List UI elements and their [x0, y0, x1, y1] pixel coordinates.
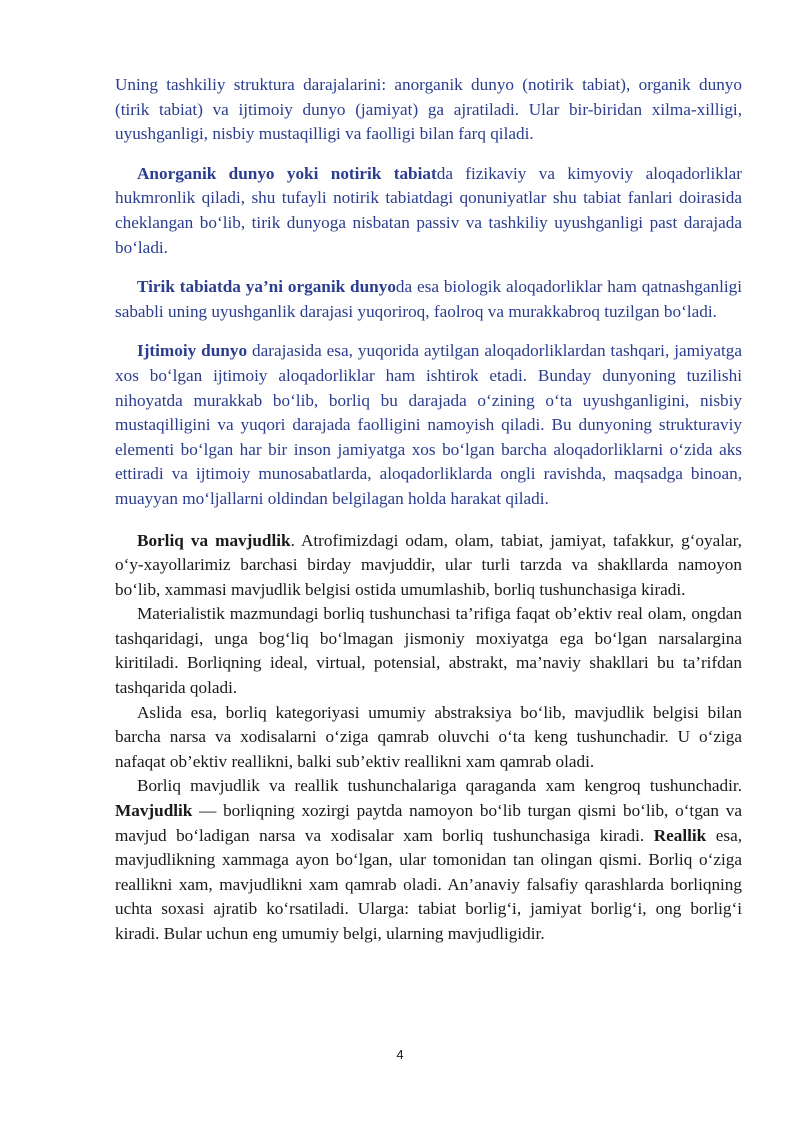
term-inorganic-world: Anorganik dunyo yoki notirik tabiat: [137, 163, 437, 183]
paragraph-inorganic-world: [115, 162, 742, 260]
term-reality: Reallik: [653, 825, 707, 845]
paragraph-text: Uning tashkiliy struktura darajalarini: anorganik dunyo (notirik tabiat), organik dunyo (tirik tabiat) va ijtimoiy dunyo (jamiyat) ga ajratiladi. Ular bir-biridan xilma-xilligi, uyushganligi, nisbiy mustaqilligi va faolligi bilan farq qiladi.: [115, 75, 742, 144]
paragraph-materialist-definition: [115, 602, 742, 700]
paragraph-organic-world: [115, 275, 742, 324]
paragraph-text: — borliqning xozirgi paytda namoyon bo‘lib turgan qismi bo‘lib, o‘tgan va mavjud bo‘ladigan narsa va xodisalar xam borliq tushunchasiga kiradi.: [115, 801, 742, 845]
paragraph-text: esa, mavjudlikning xammaga ayon bo‘lgan, ular tomonidan tan olingan qismi. Borliq o‘ziga reallikni xam, mavjudlikni xam qamrab oladi. An’anaviy falsafiy qarashlarda borliqning uchta soxasi ajratib ko‘rsatiladi. Ularga: tabiat borlig‘i, jamiyat borlig‘i, ong borlig‘i kiradi. Bular uchun eng umumiy belgi, ularning mavjudligidir.: [115, 825, 743, 943]
paragraph-text: Borliq mavjudlik va reallik tushunchalariga qaraganda xam kengroq tushunchadir.: [137, 776, 742, 796]
paragraph-being-and-existence: [115, 529, 742, 603]
paragraph-being-category: [115, 701, 742, 775]
paragraph-text: . Atrofimizdagi odam, olam, tabiat, jamiyat, tafakkur, g‘oyalar, o‘y-xayollarimiz barchasi birday mavjuddir, ular turli tarzda va shakllarda namoyon bo‘lib, xammasi mavjudlik belgisi ostida umumlashib, borliq tushunchasiga kiradi.: [115, 530, 742, 599]
term-organic-world: Tirik tabiatda ya’ni organik dunyo: [137, 277, 396, 297]
paragraph-text: da fizikaviy va kimyoviy aloqadorliklar hukmronlik qiladi, shu tufayli notirik tabiatdagi qonuniyatlar shu tabiat fanlari doirasida cheklangan bo‘lib, tirik dunyoga nisbatan passiv va tashkiliy uyushganligi past darajada bo‘ladi.: [115, 163, 743, 257]
paragraph-social-world: [115, 339, 742, 511]
term-being-and-existence: Borliq va mavjudlik: [137, 530, 291, 550]
page-number: 4: [396, 1047, 404, 1062]
paragraph-text: Materialistik mazmundagi borliq tushunchasi ta’rifiga faqat ob’ektiv real olam, ongdan tashqaridagi, unga bog‘liq bo‘lmagan jismoniy moxiyatga ega bo‘lgan narsalargina kiritiladi. Borliqning ideal, virtual, potensial, abstrakt, ma’naviy shakllari bu ta’rifdan tashqarida qoladi.: [115, 604, 742, 698]
paragraph-text: darajasida esa, yuqorida aytilgan aloqadorliklardan tashqari, jamiyatga xos bo‘lgan ijtimoiy aloqadorliklar ham ishtirok etadi. Bunday dunyoning tuzilishi nihoyatda murakkab bo‘lib, borliq bu darajada o‘zining o‘ta uyushganligini, nisbiy mustaqilligini va yuqori darajada faolligini namoyish qiladi. Bu dunyoning strukturaviy elementi bo‘lgan har bir inson jamiyatga xos bo‘lgan barcha aloqadorliklarni o‘zida aks ettiradi va ijtimoiy munosabatlarda, aloqadorliklarda ongli ravishda, maqsadga binoan, muayyan mo‘ljallarni oldindan belgilagan holda harakat qiladi.: [115, 341, 742, 508]
term-existence: Mavjudlik: [115, 801, 193, 821]
paragraph-text: da esa biologik aloqadorliklar ham qatnashganligi sababli uning uyushganlik darajasi yuqoriroq, faolroq va murakkabroq tuzilgan bo‘ladi.: [115, 277, 742, 321]
term-social-world: Ijtimoiy dunyo: [137, 341, 248, 361]
paragraph-structure-levels: [115, 73, 742, 147]
paragraph-existence-reality: [115, 774, 742, 946]
document-body: [115, 73, 742, 947]
paragraph-text: Aslida esa, borliq kategoriyasi umumiy abstraksiya bo‘lib, mavjudlik belgisi bilan barcha narsa va xodisalarni o‘ziga qamrab oluvchi o‘ta keng tushunchadir. U o‘ziga nafaqat ob’ektiv reallikni, balki sub’ektiv reallikni xam qamrab oladi.: [115, 702, 742, 771]
